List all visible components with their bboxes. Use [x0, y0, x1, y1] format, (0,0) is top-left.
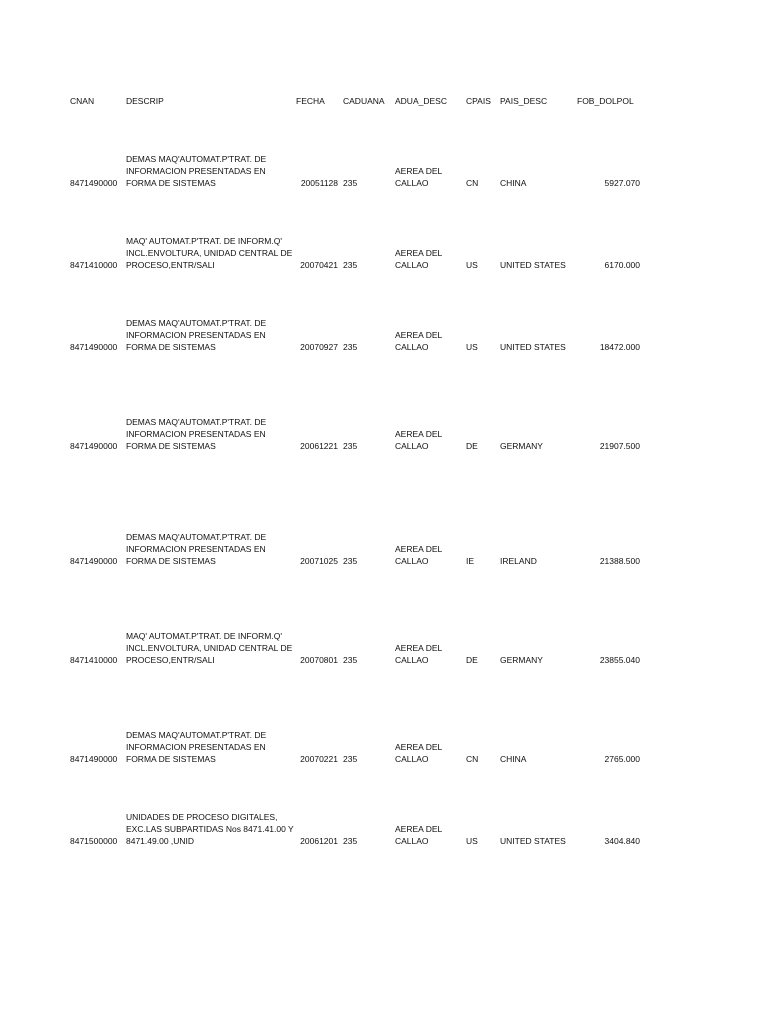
- cpais-cell: IE: [466, 556, 475, 566]
- descrip-cell: DEMAS MAQ'AUTOMAT.P'TRAT. DE INFORMACION PRESENTADAS EN FORMA DE SISTEMAS: [126, 154, 267, 188]
- header-fob-dolpol: FOB_DOLPOL: [577, 96, 634, 106]
- header-pais-desc: PAIS_DESC: [500, 96, 548, 106]
- fecha-cell: 20070421: [300, 260, 338, 270]
- header-cpais: CPAIS: [466, 96, 491, 106]
- fob-dolpol-cell: 21907.500: [599, 441, 640, 451]
- cpais-cell: US: [466, 260, 478, 270]
- cnan-cell: 8471490000: [70, 754, 118, 764]
- cnan-cell: 8471490000: [70, 441, 118, 451]
- adua-desc-cell: AEREA DEL CALLAO: [395, 643, 443, 665]
- caduana-cell: 235: [343, 655, 358, 665]
- pais-desc-cell: GERMANY: [500, 655, 543, 665]
- header-descrip: DESCRIP: [126, 96, 164, 106]
- fecha-cell: 20061201: [300, 836, 338, 846]
- adua-desc-cell: AEREA DEL CALLAO: [395, 824, 443, 846]
- caduana-cell: 235: [343, 441, 358, 451]
- caduana-cell: 235: [343, 556, 358, 566]
- caduana-cell: 235: [343, 754, 358, 764]
- fecha-cell: 20051128: [300, 178, 338, 188]
- header-caduana: CADUANA: [343, 96, 385, 106]
- adua-desc-cell: AEREA DEL CALLAO: [395, 429, 443, 451]
- adua-desc-cell: AEREA DEL CALLAO: [395, 544, 443, 566]
- fob-dolpol-cell: 5927.070: [604, 178, 640, 188]
- header-cnan: CNAN: [70, 96, 95, 106]
- descrip-cell: MAQ' AUTOMAT.P'TRAT. DE INFORM.Q' INCL.ENVOLTURA, UNIDAD CENTRAL DE PROCESO,ENTR/SALI: [126, 631, 293, 665]
- fecha-cell: 20070801: [300, 655, 338, 665]
- pais-desc-cell: CHINA: [500, 178, 527, 188]
- adua-desc-cell: AEREA DEL CALLAO: [395, 248, 443, 270]
- fob-dolpol-cell: 21388.500: [599, 556, 640, 566]
- cnan-cell: 8471490000: [70, 178, 118, 188]
- fob-dolpol-cell: 2765.000: [604, 754, 640, 764]
- cpais-cell: US: [466, 342, 478, 352]
- cpais-cell: DE: [466, 655, 478, 665]
- cpais-cell: CN: [466, 178, 479, 188]
- fecha-cell: 20070221: [300, 754, 338, 764]
- header-fecha: FECHA: [296, 96, 325, 106]
- cpais-cell: DE: [466, 441, 478, 451]
- cnan-cell: 8471490000: [70, 342, 118, 352]
- descrip-cell: UNIDADES DE PROCESO DIGITALES, EXC.LAS SUBPARTIDAS Nos 8471.41.00 Y 8471.49.00 ,UNID: [126, 812, 294, 846]
- cpais-cell: CN: [466, 754, 479, 764]
- descrip-cell: DEMAS MAQ'AUTOMAT.P'TRAT. DE INFORMACION PRESENTADAS EN FORMA DE SISTEMAS: [126, 318, 267, 352]
- descrip-cell: DEMAS MAQ'AUTOMAT.P'TRAT. DE INFORMACION PRESENTADAS EN FORMA DE SISTEMAS: [126, 417, 267, 451]
- pais-desc-cell: UNITED STATES: [500, 342, 566, 352]
- adua-desc-cell: AEREA DEL CALLAO: [395, 330, 443, 352]
- fecha-cell: 20061221: [300, 441, 338, 451]
- pais-desc-cell: IRELAND: [500, 556, 537, 566]
- cnan-cell: 8471500000: [70, 836, 118, 846]
- cnan-cell: 8471410000: [70, 655, 118, 665]
- descrip-cell: DEMAS MAQ'AUTOMAT.P'TRAT. DE INFORMACION PRESENTADAS EN FORMA DE SISTEMAS: [126, 532, 267, 566]
- pais-desc-cell: CHINA: [500, 754, 527, 764]
- fob-dolpol-cell: 3404.840: [604, 836, 640, 846]
- fob-dolpol-cell: 23855.040: [599, 655, 640, 665]
- adua-desc-cell: AEREA DEL CALLAO: [395, 166, 443, 188]
- cnan-cell: 8471490000: [70, 556, 118, 566]
- descrip-cell: DEMAS MAQ'AUTOMAT.P'TRAT. DE INFORMACION PRESENTADAS EN FORMA DE SISTEMAS: [126, 730, 267, 764]
- pais-desc-cell: UNITED STATES: [500, 836, 566, 846]
- caduana-cell: 235: [343, 342, 358, 352]
- caduana-cell: 235: [343, 178, 358, 188]
- fob-dolpol-cell: 6170.000: [604, 260, 640, 270]
- header-adua-desc: ADUA_DESC: [395, 96, 447, 106]
- fecha-cell: 20070927: [300, 342, 338, 352]
- pais-desc-cell: UNITED STATES: [500, 260, 566, 270]
- descrip-cell: MAQ' AUTOMAT.P'TRAT. DE INFORM.Q' INCL.ENVOLTURA, UNIDAD CENTRAL DE PROCESO,ENTR/SALI: [126, 236, 293, 270]
- caduana-cell: 235: [343, 260, 358, 270]
- adua-desc-cell: AEREA DEL CALLAO: [395, 742, 443, 764]
- caduana-cell: 235: [343, 836, 358, 846]
- cnan-cell: 8471410000: [70, 260, 118, 270]
- fob-dolpol-cell: 18472.000: [599, 342, 640, 352]
- pais-desc-cell: GERMANY: [500, 441, 543, 451]
- cpais-cell: US: [466, 836, 478, 846]
- fecha-cell: 20071025: [300, 556, 338, 566]
